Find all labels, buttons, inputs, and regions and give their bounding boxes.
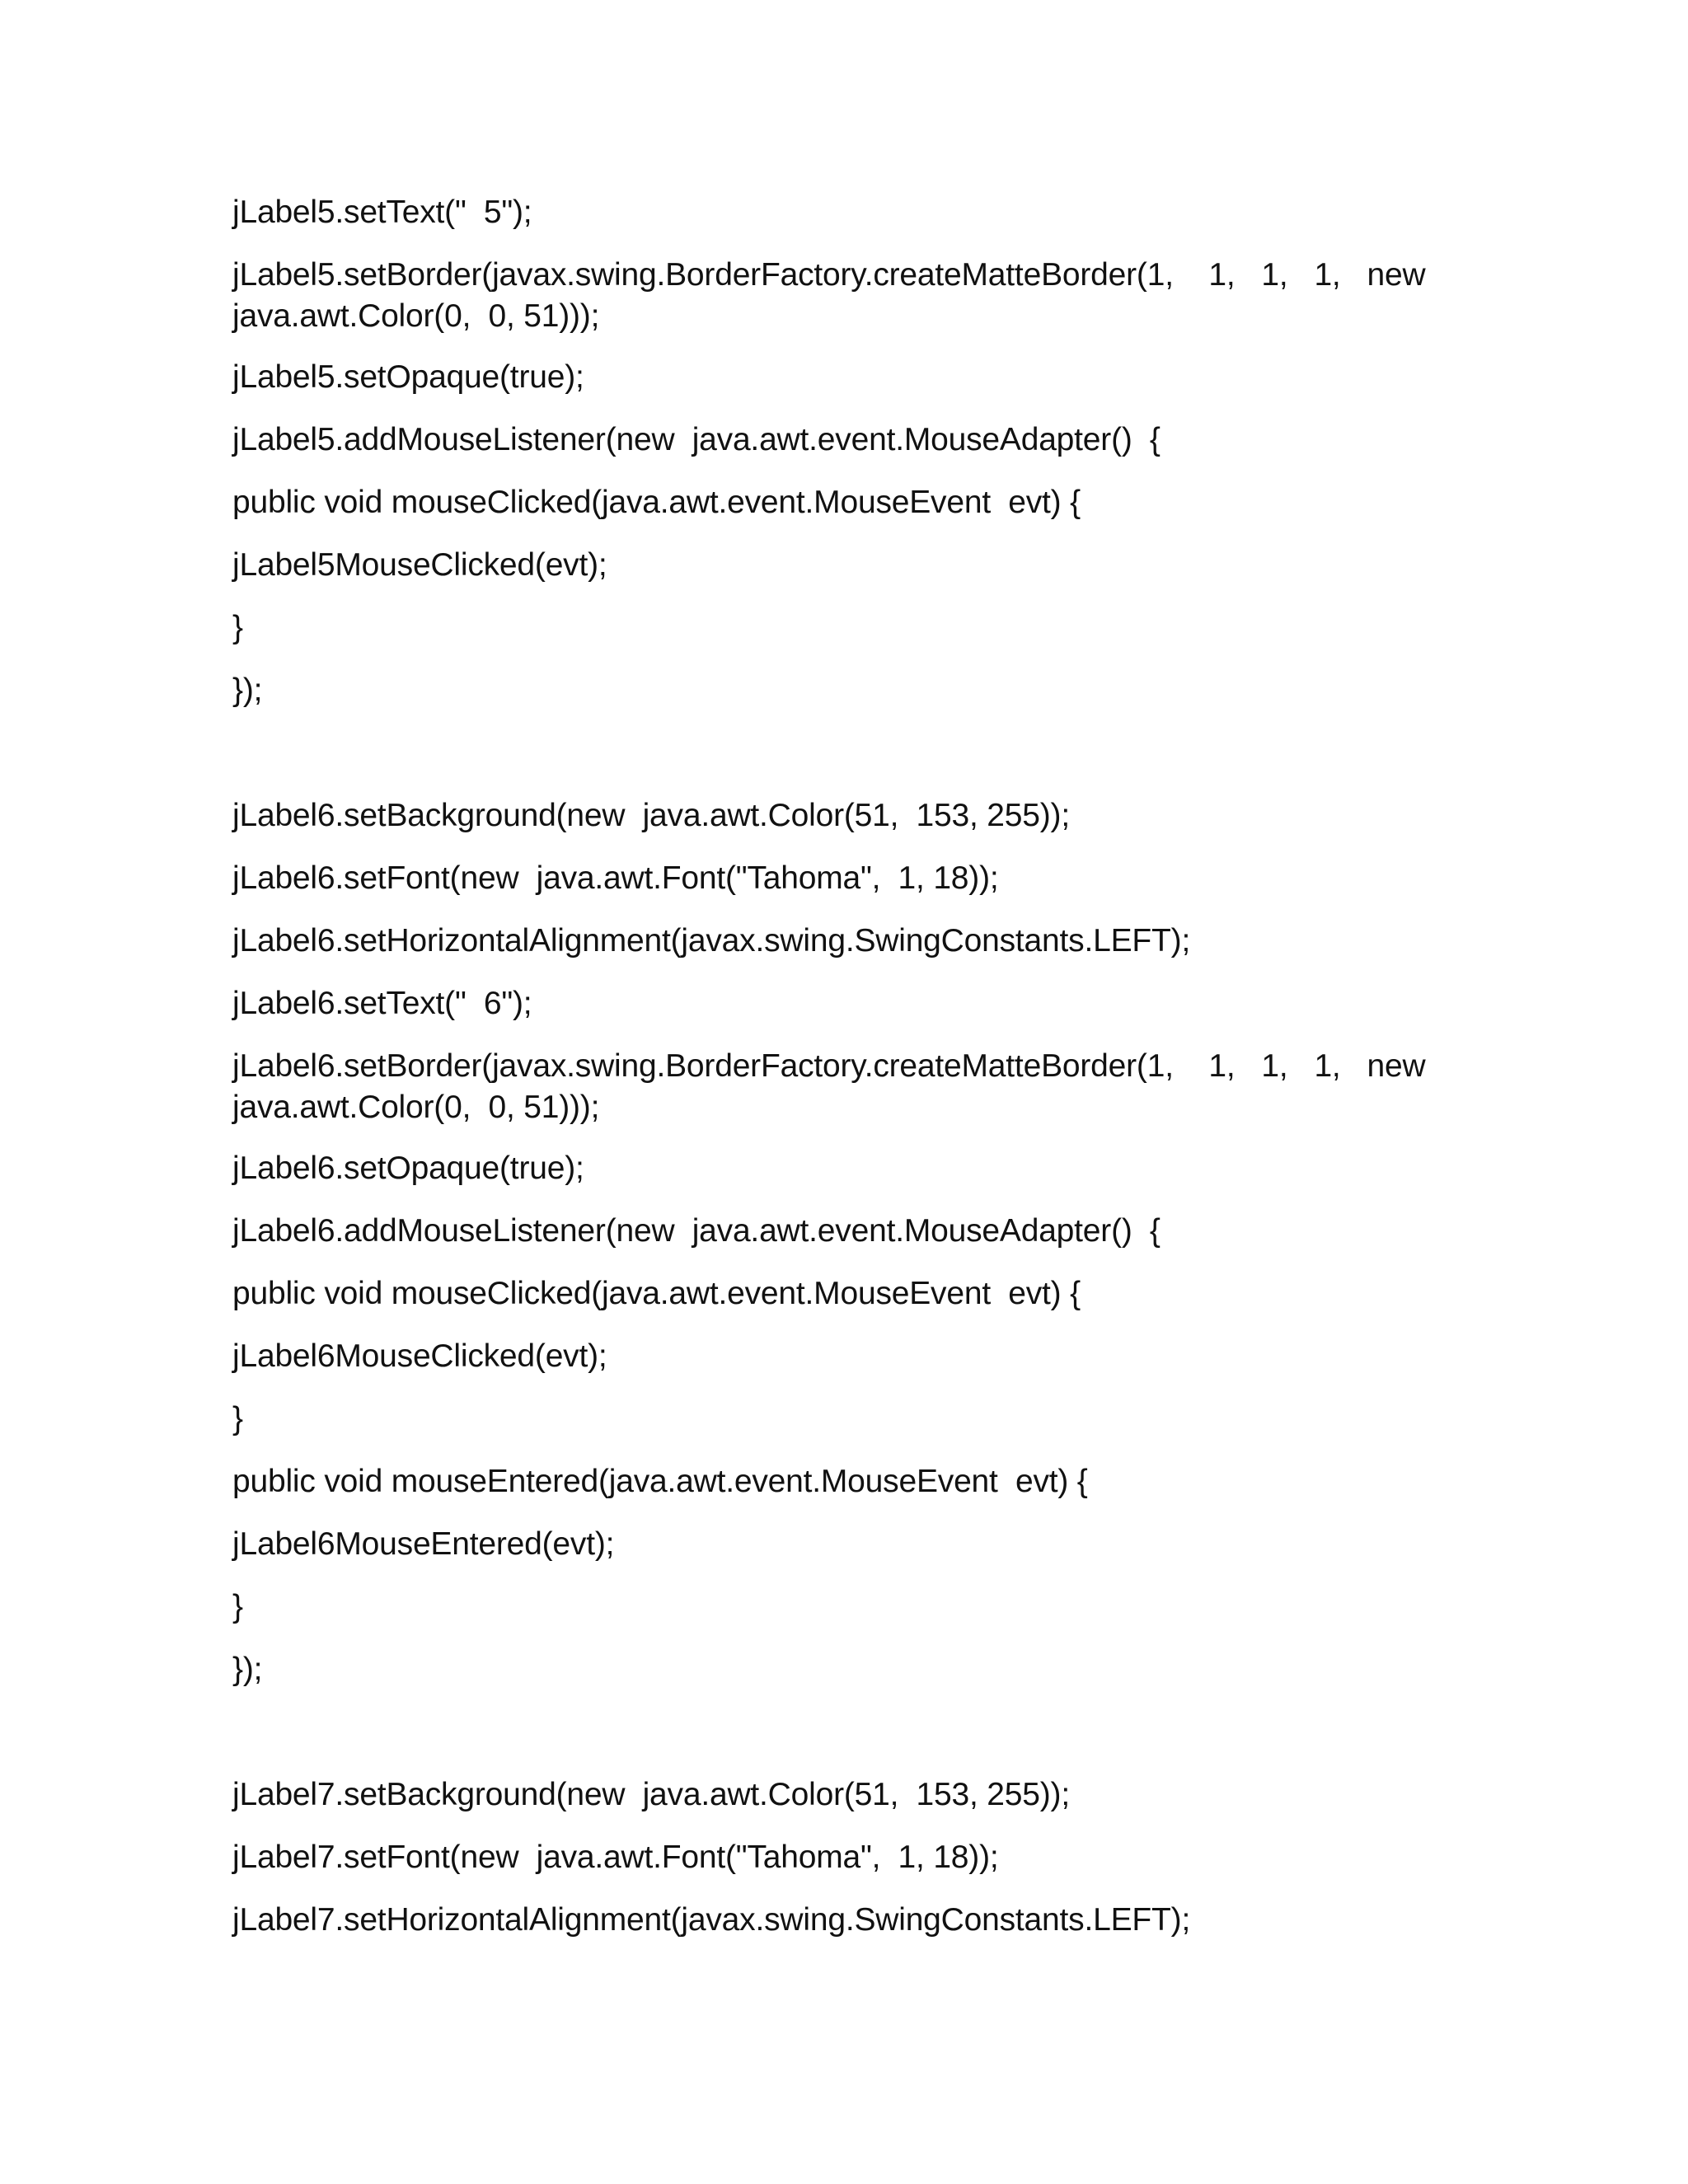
code-line: jLabel6MouseClicked(evt); [232,1338,607,1374]
code-line: java.awt.Color(0, 0, 51))); [232,1090,600,1125]
code-line: public void mouseClicked(java.awt.event.MouseEvent evt) { [232,485,1081,520]
code-line: } [232,1589,243,1624]
code-line: jLabel5.setText(" 5"); [232,194,532,230]
code-line: jLabel7.setHorizontalAlignment(javax.swing.SwingConstants.LEFT); [232,1902,1191,1938]
code-line: public void mouseClicked(java.awt.event.MouseEvent evt) { [232,1276,1081,1311]
code-line: jLabel6.setFont(new java.awt.Font("Tahoma", 1, 18)); [232,860,999,896]
code-line: public void mouseEntered(java.awt.event.MouseEvent evt) { [232,1464,1088,1499]
code-line: }); [232,673,263,708]
code-line: jLabel5.setOpaque(true); [232,359,584,395]
code-line: jLabel6.setText(" 6"); [232,986,532,1021]
code-line: }); [232,1652,263,1687]
code-line: jLabel6MouseEntered(evt); [232,1526,615,1562]
code-line: jLabel6.setBackground(new java.awt.Color(51, 153, 255)); [232,798,1070,833]
code-line: jLabel7.setFont(new java.awt.Font("Tahoma", 1, 18)); [232,1840,999,1875]
code-line: jLabel6.setOpaque(true); [232,1151,584,1186]
code-line: jLabel5.addMouseListener(new java.awt.event.MouseAdapter() { [232,422,1160,457]
code-line: jLabel7.setBackground(new java.awt.Color(51, 153, 255)); [232,1777,1070,1812]
code-line: } [232,1401,243,1436]
code-line: jLabel5MouseClicked(evt); [232,547,607,583]
code-line: } [232,610,243,645]
code-line: jLabel6.setHorizontalAlignment(javax.swing.SwingConstants.LEFT); [232,923,1191,958]
code-line: jLabel6.addMouseListener(new java.awt.event.MouseAdapter() { [232,1213,1160,1249]
code-line: java.awt.Color(0, 0, 51))); [232,298,600,334]
code-line: jLabel5.setBorder(javax.swing.BorderFactory.createMatteBorder(1, 1, 1, 1, new [232,257,1426,293]
code-line: jLabel6.setBorder(javax.swing.BorderFactory.createMatteBorder(1, 1, 1, 1, new [232,1048,1426,1084]
